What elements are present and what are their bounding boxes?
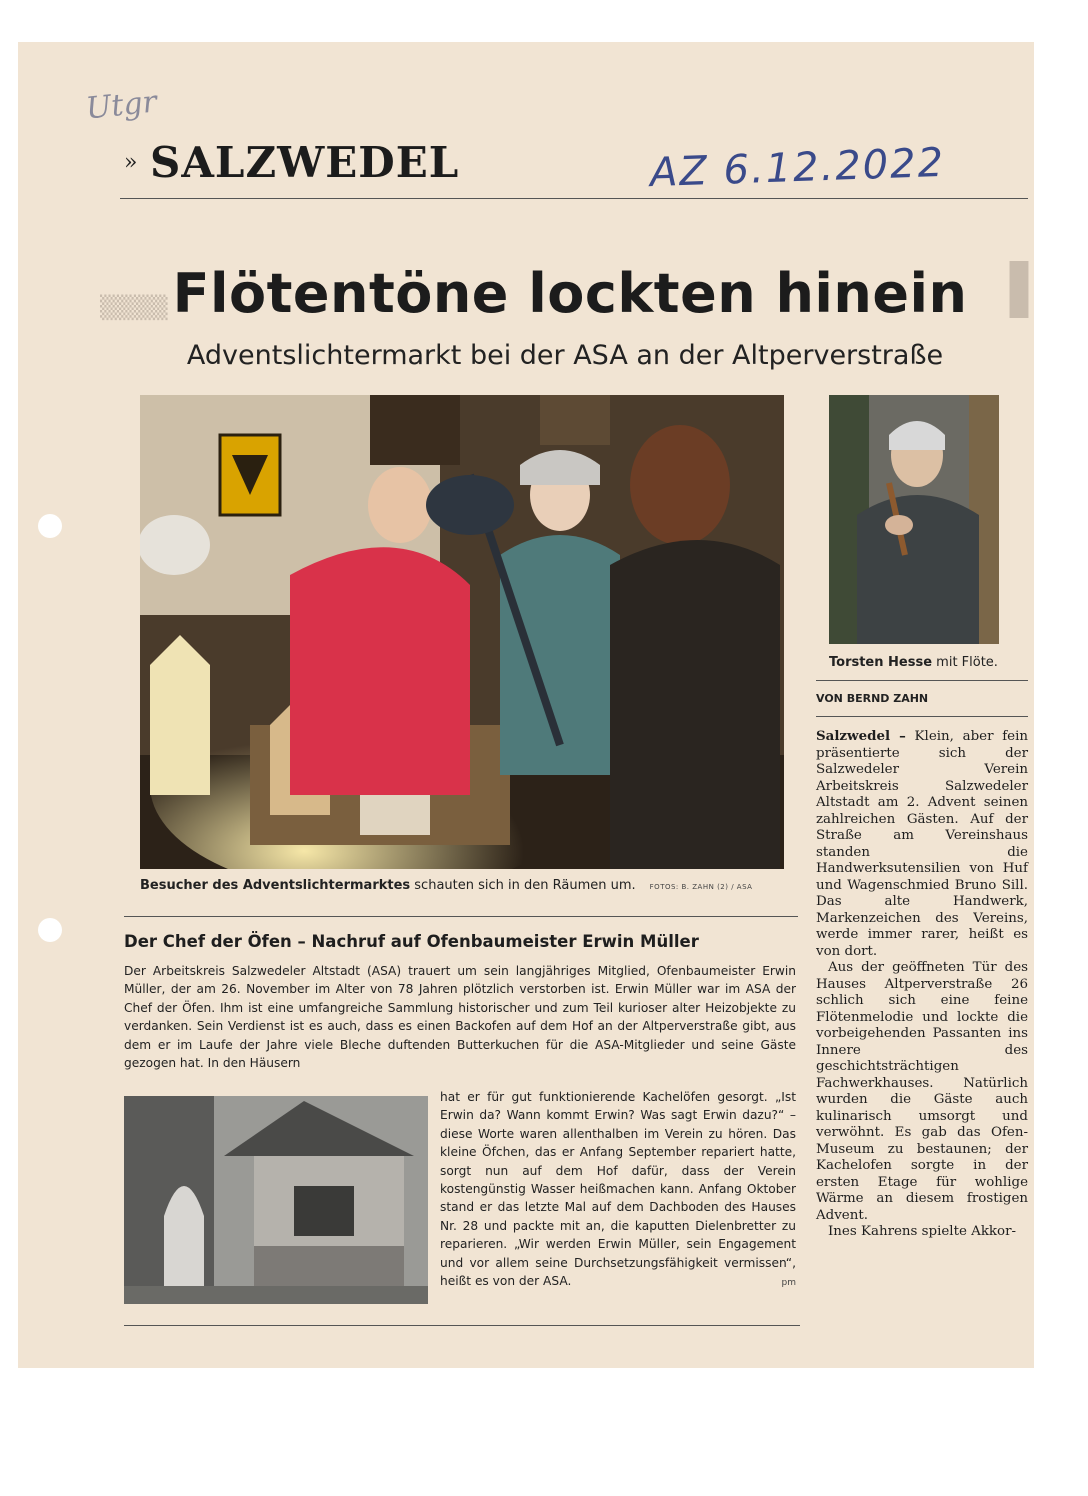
subheadline: Adventslichtermarkt bei der ASA an der Altperverstraße [186, 340, 944, 371]
obituary-author: pm [781, 1278, 796, 1289]
article-paragraph-1 [816, 728, 1028, 960]
article-paragraph-3: Ines Kahrens spielte Akkor- [828, 1224, 1017, 1239]
obituary-title: Der Chef der Öfen – Nachruf auf Ofenbaumeister Erwin Müller [124, 932, 699, 951]
side-caption-text: mit Flöte. [932, 655, 998, 670]
obituary-body-top: Der Arbeitskreis Salzwedeler Altstadt (ASA) trauert um sein langjähriges Mitglied, Ofenbaumeister Erwin Müller, der am 26. November im Alter von 78 Jahren plötzlich verstorben ist. Erwin Müller war im ASA der Chef der Öfen. Ihm ist eine umfangreiche Sammlung historischer und zum Teil kurioser alter Heizobjekte zu verdanken. Sein Verdienst ist es auch, dass es einen Backofen auf dem Hof an der Altperverstraße gibt, aus dem er im Laufe der Jahre viele Bleche duftenden Butterkuchen für die ASA-Mitglieder und seine Gäste gezogen hat. In den Häusern [124, 964, 796, 1071]
punch-hole-bottom [38, 918, 62, 942]
handwritten-date: AZ 6.12.2022 [649, 139, 946, 197]
side-caption-bold: Torsten Hesse [829, 655, 933, 670]
main-caption-bold: Besucher des Adventslichtermarktes [140, 878, 411, 893]
section-marker: » [124, 150, 138, 175]
punch-hole-top [38, 514, 62, 538]
section-rule [120, 198, 1028, 199]
obituary-body-side-text: hat er für gut funktionierende Kachelöfen gesorgt. „Ist Erwin da? Wann kommt Erwin? Was sagt Erwin dazu?“ – diese Worte waren allenthalben im Verein zu hören. Das kleine Öfchen, das er Anfang September repariert hatte, sorgt nun auf dem Hof dafür, dass der Verein kostengünstig Wasser heißmachen kann. Anfang Oktober stand er das letzte Mal auf dem Dachboden des Hauses Nr. 28 und packte mit an, die kaputten Dielenbretter zu reparieren. „Wir werden Erwin Müller, sein Engagement und vor allem seine Durchsetzungsfähigkeit vermissen“, heißt es von der ASA. [440, 1090, 796, 1289]
obituary-rule-bottom [124, 1325, 800, 1326]
side-photo-art [829, 395, 999, 644]
photo-credit: FOTOS: B. ZAHN (2) / ASA [649, 883, 753, 891]
bleed-through-shadow-right: ▌ [1010, 262, 1047, 318]
byline-rule-top [816, 680, 1028, 681]
oven-photo [124, 1096, 428, 1304]
oven-photo-art [124, 1096, 428, 1304]
article-lead-place: Salzwedel – [816, 728, 906, 744]
section-title: SALZWEDEL [150, 138, 460, 187]
side-photo-caption [829, 655, 998, 670]
side-photo [829, 395, 999, 644]
byline-rule-bottom [816, 716, 1028, 717]
article-paragraph-2: Aus der geöffneten Tür des Hauses Altperverstraße 26 schlich sich eine feine Flötenmelodie und lockte die vorbeigehenden Passanten ins Innere des geschichtsträchtigen Fachwerkhauses. Natürlich wurden die Gäste auch kulinarisch umsorgt und verwöhnt. Es gab das Ofen-Museum zu bestaunen; der Kachelofen sorgte in der ersten Etage für wohlige Wärme an diesem frostigen Advent. [816, 960, 1028, 1223]
headline: Flötentöne lockten hinein [172, 262, 968, 325]
main-photo-art [140, 395, 784, 869]
main-photo-caption [140, 878, 752, 893]
obituary-rule-top [124, 916, 798, 917]
handwritten-note: Utgr [84, 84, 159, 127]
main-caption-text: schauten sich in den Räumen um. [410, 878, 636, 893]
main-photo [140, 395, 784, 869]
bleed-through-shadow: ▒▒▒▒ [100, 296, 168, 321]
article-column [816, 728, 1028, 1241]
obituary-body-side [440, 1088, 796, 1292]
byline: VON BERND ZAHN [816, 692, 929, 705]
article-paragraph-1-text: Klein, aber fein präsentierte sich der Salzwedeler Verein Arbeitskreis Salzwedeler Altstadt am 2. Advent seinen zahlreichen Gästen. Auf der Straße am Vereinshaus standen die Handwerksutensilien von Huf und Wagenschmied Bruno Sill. Das alte Handwerk, Markenzeichen des Vereins, werde immer rarer, heißt es von dort. [816, 729, 1028, 959]
